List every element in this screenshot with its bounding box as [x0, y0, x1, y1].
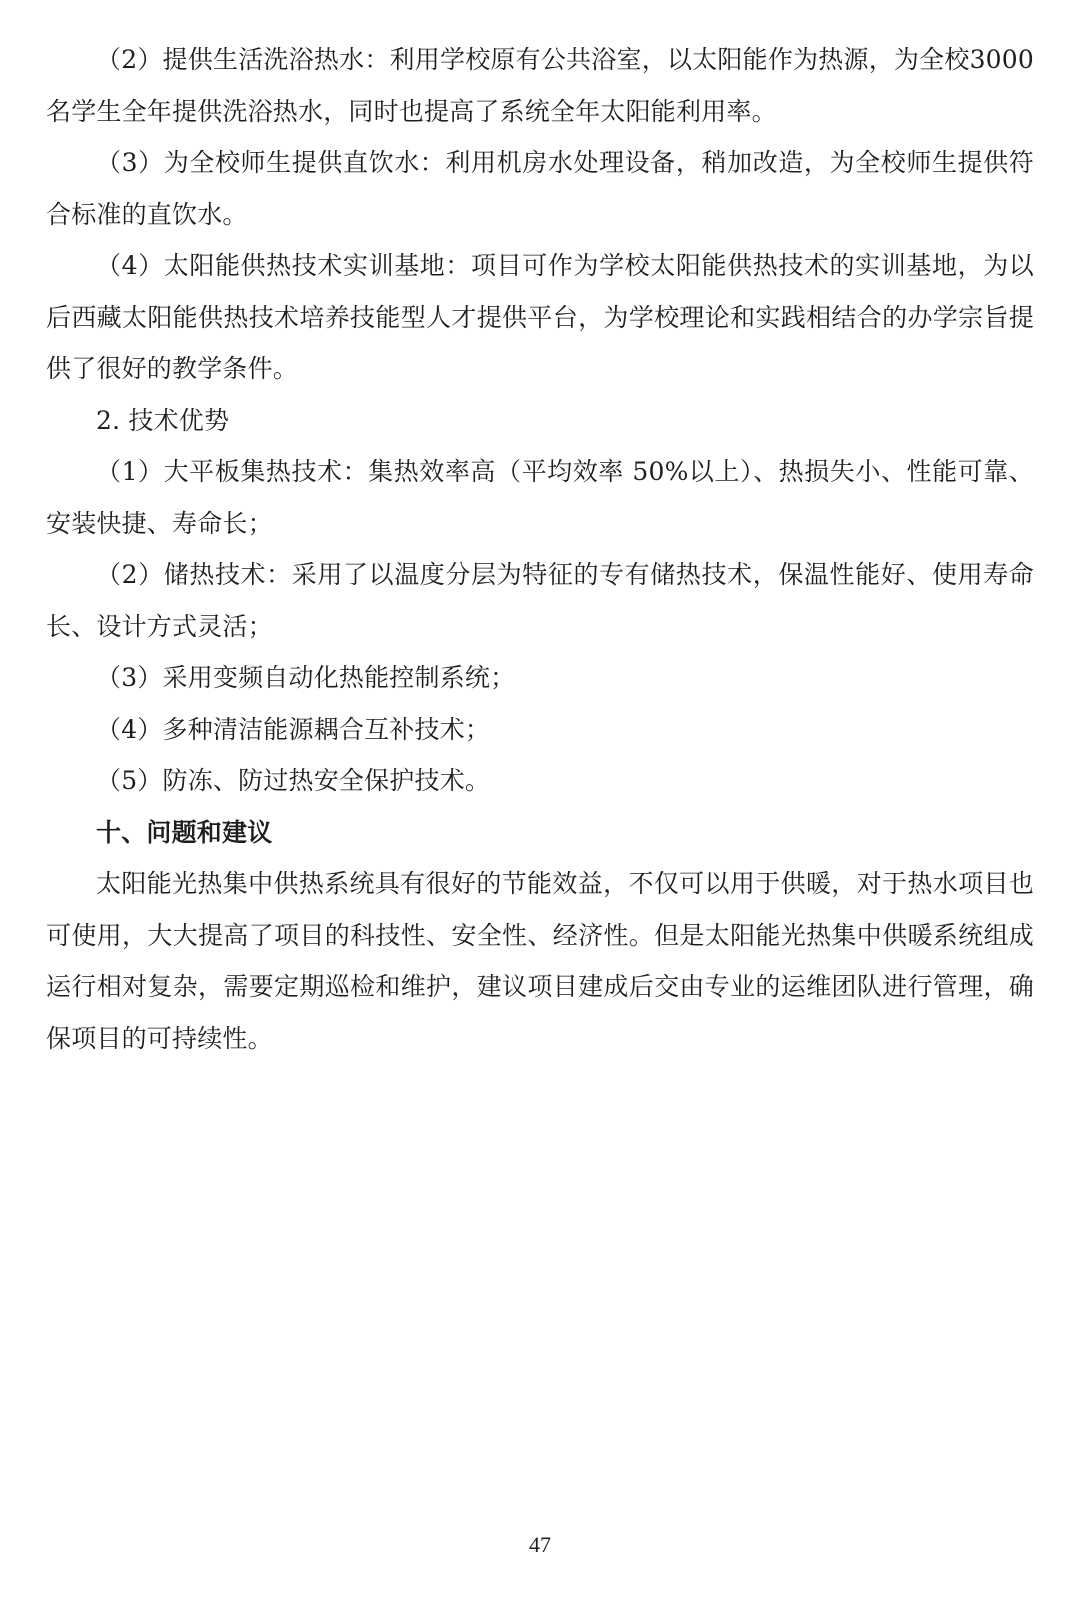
page-number: 47 [529, 1532, 551, 1557]
section-heading-issues-suggestions: 十、问题和建议 [96, 817, 273, 847]
advantage-item-safety-protection: （5）防冻、防过热安全保护技术。 [96, 766, 491, 795]
advantage-item-vfd-control: （3）采用变频自动化热能控制系统； [96, 663, 516, 692]
advantage-item-heat-storage: （2）储热技术：采用了以温度分层为特征的专有储热技术，保温性能好、使用寿命长、设计方式灵活； [46, 560, 1034, 641]
page-body [46, 34, 1034, 1064]
section-heading-tech-advantages: 2. 技术优势 [96, 405, 230, 435]
paragraph-training-base: （4）太阳能供热技术实训基地：项目可作为学校太阳能供热技术的实训基地，为以后西藏太阳能供热技术培养技能型人才提供平台，为学校理论和实践相结合的办学宗旨提供了很好的教学条件。 [46, 251, 1034, 383]
paragraph-issues-suggestions: 太阳能光热集中供热系统具有很好的节能效益，不仅可以用于供暖，对于热水项目也可使用，大大提高了项目的科技性、安全性、经济性。但是太阳能光热集中供暖系统组成运行相对复杂，需要定期巡检和维护，建议项目建成后交由专业的运维团队进行管理，确保项目的可持续性。 [46, 869, 1034, 1053]
advantage-item-flat-plate: （1）大平板集热技术：集热效率高（平均效率 50%以上）、热损失小、性能可靠、安装快捷、寿命长； [46, 457, 1034, 538]
advantage-item-energy-coupling: （4）多种清洁能源耦合互补技术； [96, 714, 491, 744]
paragraph-drinking-water: （3）为全校师生提供直饮水：利用机房水处理设备，稍加改造，为全校师生提供符合标准的直饮水。 [46, 148, 1034, 229]
paragraph-bathing-hot-water: （2）提供生活洗浴热水：利用学校原有公共浴室，以太阳能作为热源，为全校3000名学生全年提供洗浴热水，同时也提高了系统全年太阳能利用率。 [46, 45, 1034, 126]
